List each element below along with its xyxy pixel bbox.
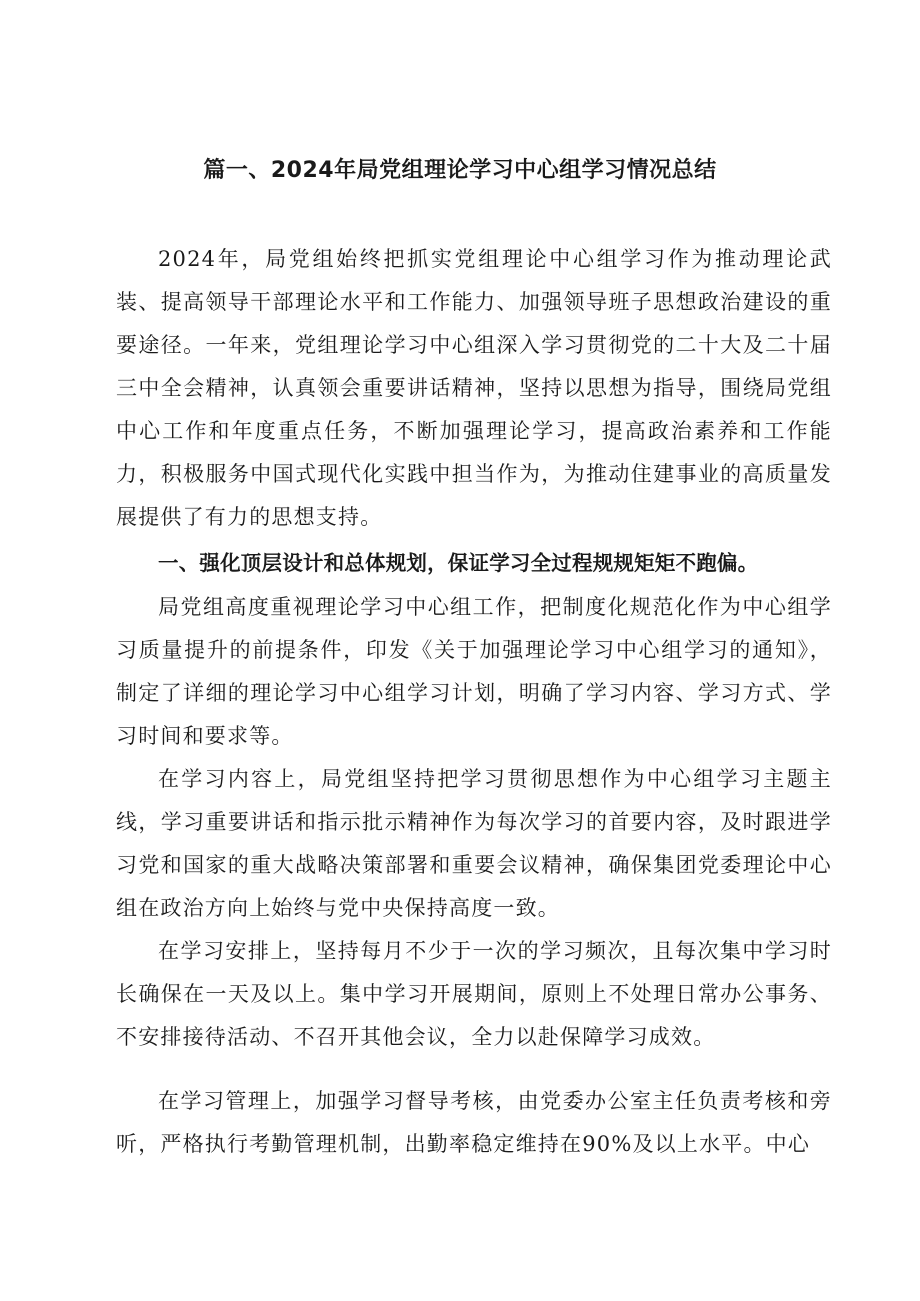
paragraph-system: 局党组高度重视理论学习中心组工作，把制度化规范化作为中心组学习质量提升的前提条件，印发《关于加强理论学习中心组学习的通知》，制定了详细的理论学习中心组学习计划，明确了学习内容、学习方式、学习时间和要求等。 <box>116 595 832 748</box>
paragraph-management: 在学习管理上，加强学习督导考核，由党委办公室主任负责考核和旁听，严格执行考勤管理机制，出勤率稳定维持在90%及以上水平。中心 <box>116 1089 832 1156</box>
paragraph-schedule: 在学习安排上，坚持每月不少于一次的学习频次，且每次集中学习时长确保在一天及以上。集中学习开展期间，原则上不处理日常办公事务、不安排接待活动、不召开其他会议，全力以赴保障学习成效。 <box>116 939 832 1049</box>
document-title: 篇一、2024年局党组理论学习中心组学习情况总结 <box>203 158 717 183</box>
paragraph-content: 在学习内容上，局党组坚持把学习贯彻思想作为中心组学习主题主线，学习重要讲话和指示批示精神作为每次学习的首要内容，及时跟进学习党和国家的重大战略决策部署和重要会议精神，确保集团党委理论中心组在政治方向上始终与党中央保持高度一致。 <box>116 767 832 920</box>
paragraph-intro: 2024年，局党组始终把抓实党组理论中心组学习作为推动理论武装、提高领导干部理论水平和工作能力、加强领导班子思想政治建设的重要途径。一年来，党组理论学习中心组深入学习贯彻党的二十大及二十届三中全会精神，认真领会重要讲话精神，坚持以思想为指导，围绕局党组中心工作和年度重点任务，不断加强理论学习，提高政治素养和工作能力，积极服务中国式现代化实践中担当作为，为推动住建事业的高质量发展提供了有力的思想支持。 <box>116 247 832 529</box>
section-heading-1: 一、强化顶层设计和总体规划，保证学习全过程规规矩矩不跑偏。 <box>158 551 759 575</box>
